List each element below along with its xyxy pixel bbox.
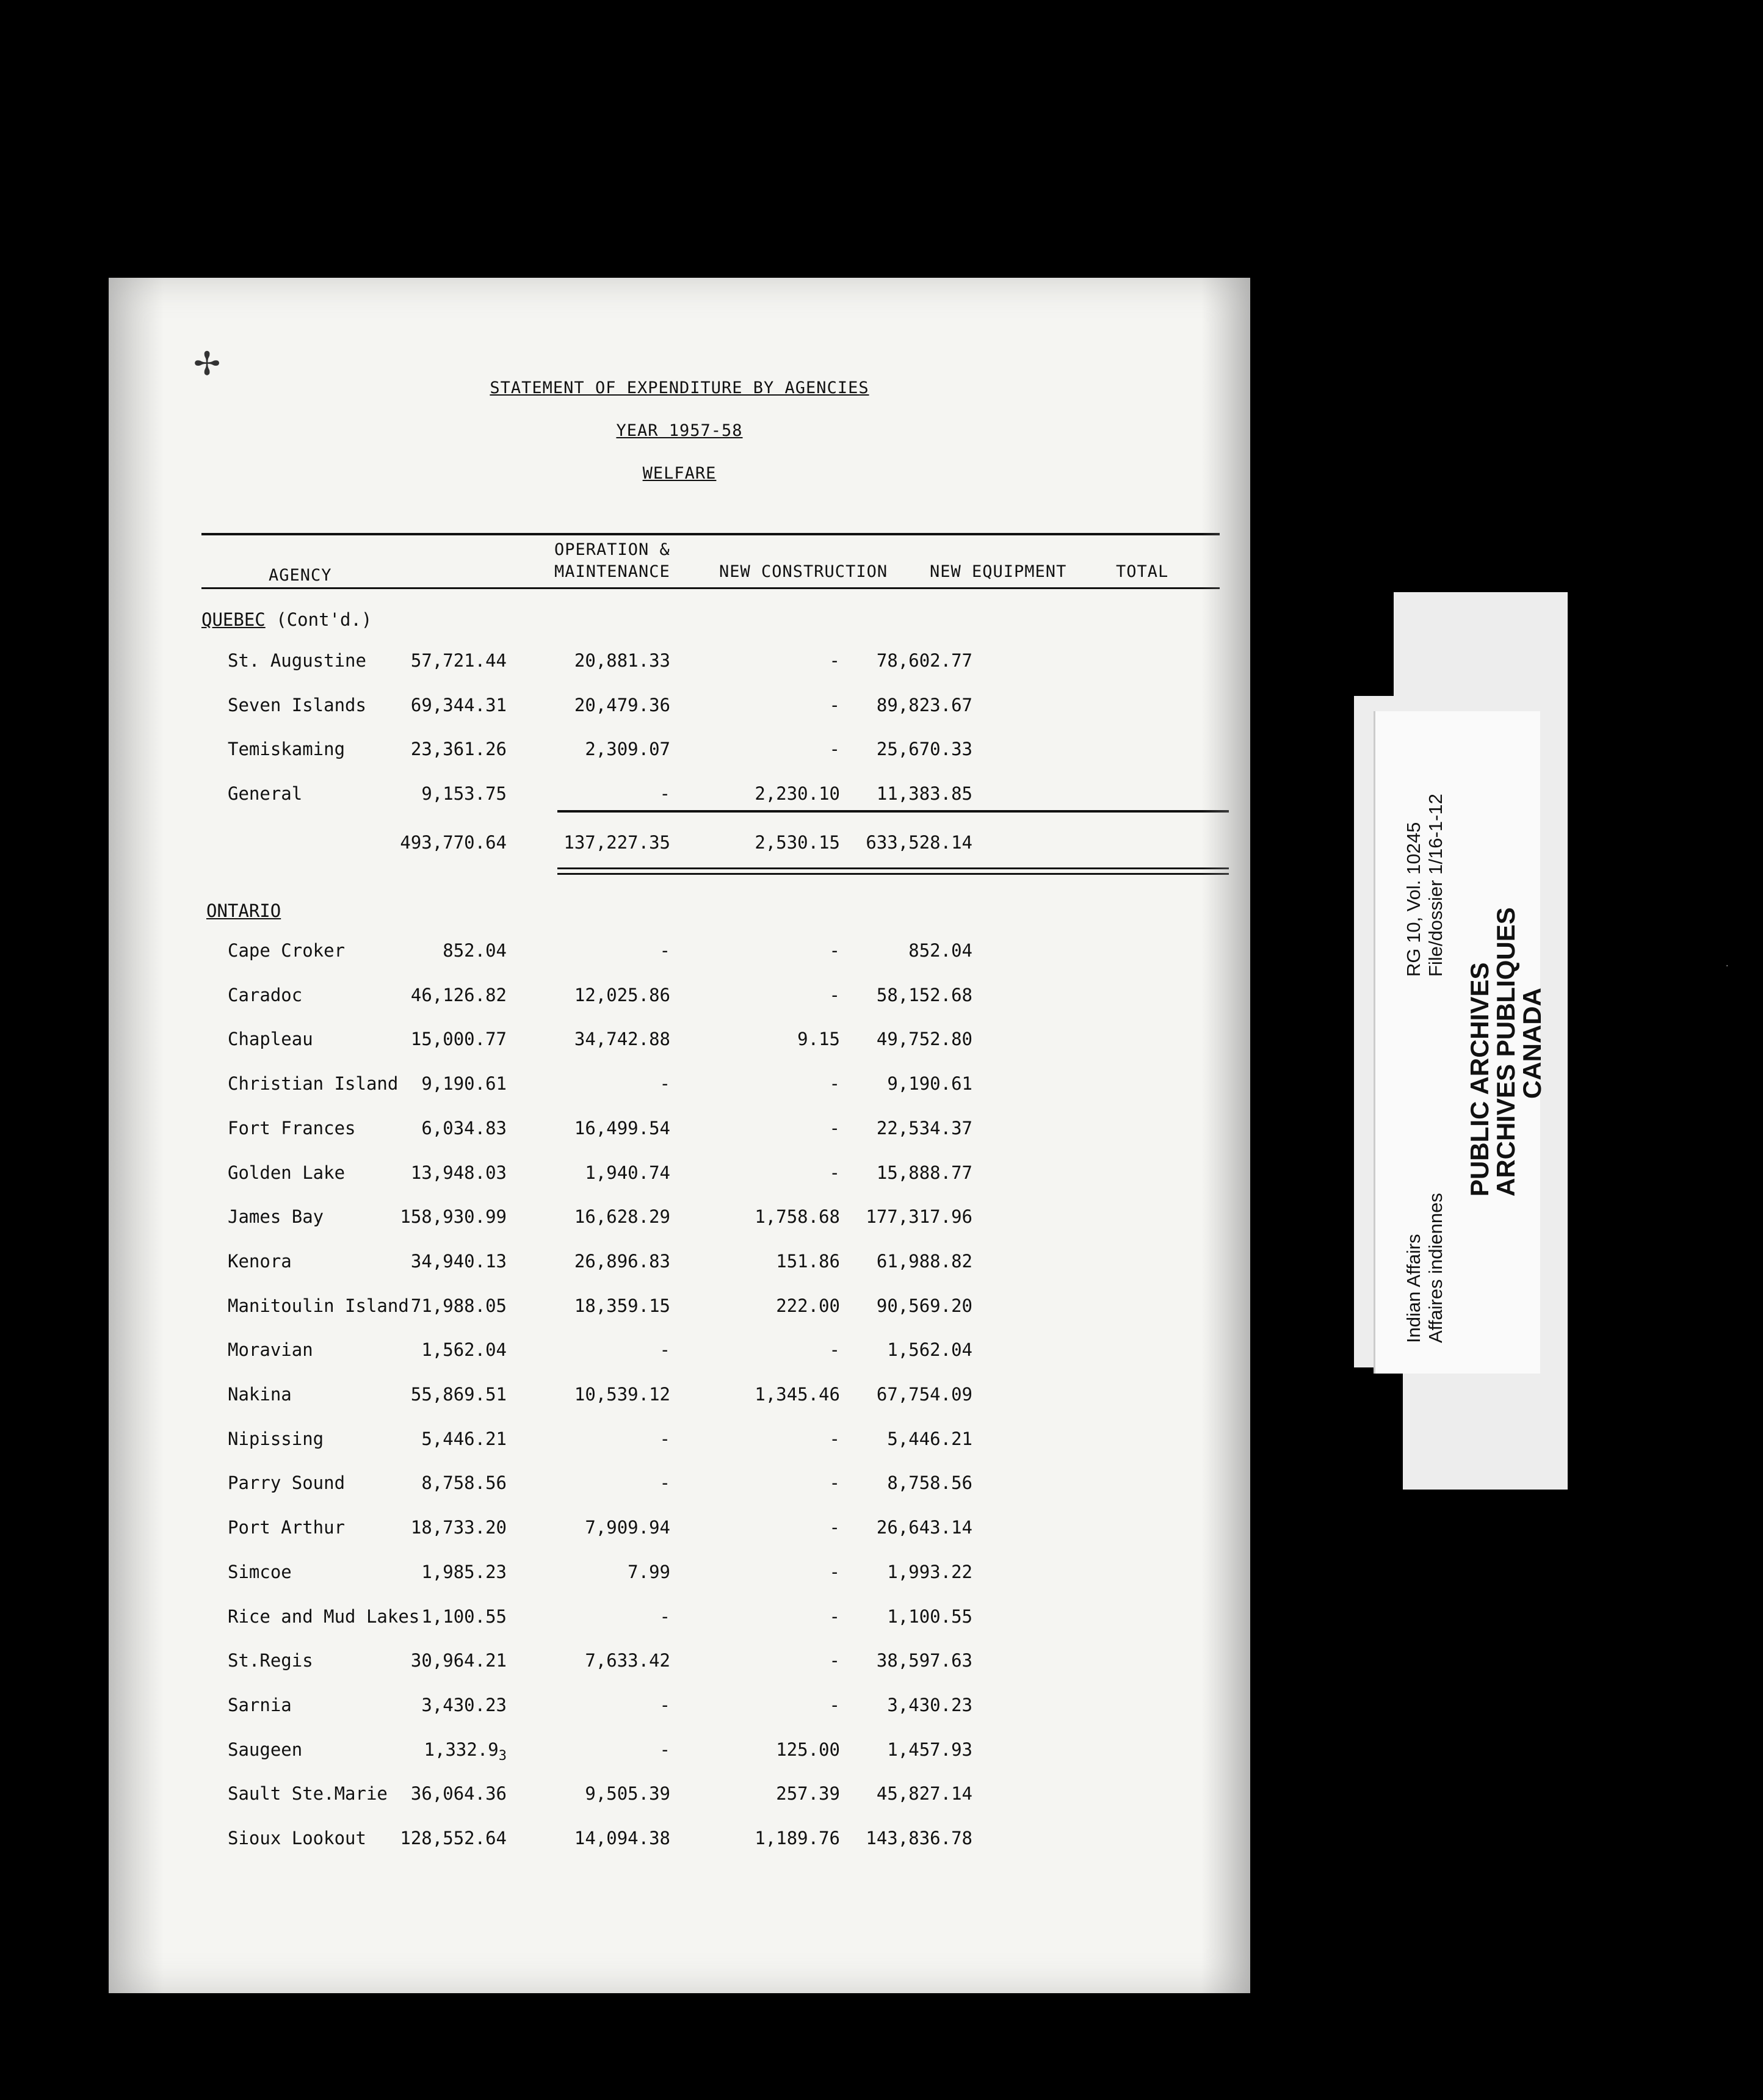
table-row <box>109 1384 1250 1414</box>
agency-cell: Golden Lake <box>228 1162 346 1183</box>
archive-card-notch-bottom <box>1354 1367 1403 1490</box>
new-construction-cell: - <box>659 1073 670 1095</box>
agency-cell: Seven Islands <box>228 694 366 715</box>
new-equipment-cell: 9.15 <box>797 1029 840 1050</box>
new-equipment-cell: - <box>829 1517 840 1538</box>
archive-department-fr: Affaires indiennes <box>1425 1193 1446 1343</box>
agency-cell: Rice and Mud Lakes <box>228 1606 420 1627</box>
operation-maintenance-cell: 69,344.31 <box>410 694 507 715</box>
archive-department-en: Indian Affairs <box>1403 1234 1424 1343</box>
table-row <box>109 1783 1250 1814</box>
new-construction-cell: 20,881.33 <box>574 650 670 671</box>
total-cell: 3,430.23 <box>887 1694 972 1715</box>
archive-reference-line1: RG 10, Vol. 10245 <box>1403 822 1424 977</box>
new-construction-cell: - <box>659 1739 670 1760</box>
agency-cell: Moravian <box>228 1339 313 1361</box>
operation-maintenance-cell: $1,332.9_3$ <box>424 1739 507 1764</box>
subscript-digit: 3 <box>498 1748 507 1764</box>
agency-cell: Nipissing <box>228 1428 324 1449</box>
stray-mark: · <box>1725 961 1730 971</box>
new-construction-cell: 20,479.36 <box>574 694 670 715</box>
total-cell: 89,823.67 <box>876 694 972 715</box>
operation-maintenance-cell: 3,430.23 <box>421 1694 507 1715</box>
section-quebec-heading: QUEBEC (Cont'd.) <box>201 609 372 630</box>
table-row <box>109 1650 1250 1681</box>
new-construction-cell: - <box>659 1606 670 1627</box>
new-equipment-cell: - <box>829 984 840 1005</box>
subtotal-rule <box>557 810 1229 813</box>
new-equipment-cell: - <box>829 1073 840 1095</box>
new-construction-cell: - <box>659 1428 670 1449</box>
new-construction-cell: 16,628.29 <box>574 1206 670 1228</box>
agency-cell: James Bay <box>228 1206 324 1228</box>
table-row <box>109 783 1250 814</box>
total-cell: 67,754.09 <box>876 1384 972 1405</box>
table-row <box>109 1206 1250 1237</box>
agency-cell: Port Arthur <box>228 1517 346 1538</box>
new-equipment-cell: - <box>829 694 840 715</box>
new-equipment-cell: - <box>829 1650 840 1671</box>
new-construction-cell: - <box>659 783 670 804</box>
total-cell: 1,100.55 <box>887 1606 972 1627</box>
document-page <box>109 278 1250 1993</box>
total-cell: 78,602.77 <box>876 650 972 671</box>
new-equipment-cell: - <box>829 940 840 961</box>
new-construction-cell: 7.99 <box>628 1561 670 1582</box>
new-equipment-cell: - <box>829 1339 840 1361</box>
quebec-total-row: 493,770.64 137,227.35 2,530.15 633,528.14 <box>400 832 972 853</box>
table-row <box>109 1695 1250 1725</box>
table-row <box>109 1562 1250 1592</box>
new-construction-cell: 34,742.88 <box>574 1029 670 1050</box>
new-equipment-cell: 125.00 <box>776 1739 840 1760</box>
new-equipment-cell: - <box>829 1561 840 1582</box>
table-row <box>109 1739 1250 1770</box>
new-construction-cell: - <box>659 1472 670 1494</box>
new-equipment-cell: - <box>829 1694 840 1715</box>
agency-cell: Saugeen <box>228 1739 303 1760</box>
operation-maintenance-cell: 128,552.64 <box>400 1828 507 1848</box>
new-equipment-cell: 1,345.46 <box>755 1384 840 1405</box>
new-equipment-cell: - <box>829 1472 840 1494</box>
operation-maintenance-cell: 9,153.75 <box>421 783 507 804</box>
table-row <box>109 1029 1250 1059</box>
agency-cell: Parry Sound <box>228 1472 346 1494</box>
document-title: STATEMENT OF EXPENDITURE BY AGENCIES <box>490 378 869 397</box>
document-category: WELFARE <box>642 464 717 483</box>
column-header-total: TOTAL <box>1116 562 1169 581</box>
new-equipment-cell: 222.00 <box>776 1295 840 1316</box>
total-cell: 38,597.63 <box>876 1650 972 1671</box>
new-construction-cell: - <box>659 940 670 961</box>
total-cell: 11,383.85 <box>876 783 972 804</box>
new-equipment-cell: - <box>829 1162 840 1183</box>
agency-cell: Cape Croker <box>228 940 346 961</box>
agency-cell: Chapleau <box>228 1029 313 1050</box>
agency-cell: General <box>228 783 303 804</box>
new-construction-cell: 14,094.38 <box>574 1828 670 1848</box>
column-header-agency: AGENCY <box>269 566 332 585</box>
total-cell: 90,569.20 <box>876 1295 972 1316</box>
agency-cell: Sarnia <box>228 1694 292 1715</box>
table-row <box>109 1162 1250 1193</box>
staple-mark: ✢ <box>194 335 220 385</box>
total-cell: 8,758.56 <box>887 1472 972 1494</box>
new-equipment-cell: 257.39 <box>776 1783 840 1805</box>
new-equipment-cell: 151.86 <box>776 1250 840 1272</box>
new-construction-cell: 1,940.74 <box>585 1162 670 1183</box>
table-row <box>109 1073 1250 1104</box>
agency-cell: Fort Frances <box>228 1117 356 1139</box>
operation-maintenance-cell: 1,100.55 <box>421 1606 507 1627</box>
archive-name-en: PUBLIC ARCHIVES <box>1465 962 1494 1197</box>
new-equipment-cell: - <box>829 650 840 671</box>
archive-reference-line2: File/dossier 1/16-1-12 <box>1425 794 1446 977</box>
agency-cell: Sault Ste.Marie <box>228 1783 388 1805</box>
total-cell: 177,317.96 <box>866 1206 972 1228</box>
total-cell: 1,993.22 <box>887 1561 972 1582</box>
column-header-new-construction: NEW CONSTRUCTION <box>719 562 888 581</box>
operation-maintenance-cell: 158,930.99 <box>400 1206 507 1228</box>
operation-maintenance-cell: 1,985.23 <box>421 1561 507 1582</box>
operation-maintenance-cell: 13,948.03 <box>410 1162 507 1183</box>
agency-cell: Manitoulin Island <box>228 1295 409 1316</box>
operation-maintenance-cell: 36,064.36 <box>410 1783 507 1805</box>
table-row <box>109 1118 1250 1148</box>
table-row <box>109 1251 1250 1281</box>
new-construction-cell: 26,896.83 <box>574 1250 670 1272</box>
total-cell: 26,643.14 <box>876 1517 972 1538</box>
table-row <box>109 940 1250 971</box>
agency-cell: St. Augustine <box>228 650 366 671</box>
table-row <box>109 1428 1250 1459</box>
total-cell: 45,827.14 <box>876 1783 972 1805</box>
operation-maintenance-cell: 55,869.51 <box>410 1384 507 1405</box>
header-bottom-rule <box>201 587 1220 589</box>
agency-cell: Temiskaming <box>228 739 346 759</box>
table-row <box>109 1339 1250 1370</box>
total-cell: 25,670.33 <box>876 739 972 759</box>
new-construction-cell: 12,025.86 <box>574 984 670 1005</box>
total-double-rule-1 <box>557 867 1229 869</box>
table-row <box>109 1517 1250 1548</box>
agency-cell: Christian Island <box>228 1073 399 1095</box>
table-row <box>109 1828 1250 1858</box>
total-cell: 143,836.78 <box>866 1828 972 1848</box>
agency-cell: Kenora <box>228 1250 292 1272</box>
operation-maintenance-cell: 30,964.21 <box>410 1650 507 1671</box>
total-cell: 9,190.61 <box>887 1073 972 1095</box>
total-cell: 5,446.21 <box>887 1428 972 1449</box>
total-cell: 22,534.37 <box>876 1117 972 1139</box>
new-construction-cell: 9,505.39 <box>585 1783 670 1805</box>
operation-maintenance-cell: 852.04 <box>443 940 507 961</box>
operation-maintenance-cell: 34,940.13 <box>410 1250 507 1272</box>
new-construction-cell: 10,539.12 <box>574 1384 670 1405</box>
new-construction-cell: - <box>659 1339 670 1361</box>
column-header-om: OPERATION & MAINTENANCE <box>554 540 670 581</box>
total-cell: 58,152.68 <box>876 984 972 1005</box>
operation-maintenance-cell: 9,190.61 <box>421 1073 507 1095</box>
total-cell: 61,988.82 <box>876 1250 972 1272</box>
agency-cell: Sioux Lookout <box>228 1828 366 1848</box>
new-construction-cell: 18,359.15 <box>574 1295 670 1316</box>
table-row <box>109 985 1250 1015</box>
new-construction-cell: 7,633.42 <box>585 1650 670 1671</box>
operation-maintenance-cell: 23,361.26 <box>410 739 507 759</box>
new-equipment-cell: 1,758.68 <box>755 1206 840 1228</box>
table-row <box>109 1606 1250 1637</box>
table-row <box>109 695 1250 725</box>
operation-maintenance-cell: 6,034.83 <box>421 1117 507 1139</box>
table-row <box>109 739 1250 769</box>
operation-maintenance-cell: 1,562.04 <box>421 1339 507 1361</box>
new-equipment-cell: 1,189.76 <box>755 1828 840 1848</box>
agency-cell: St.Regis <box>228 1650 313 1671</box>
archive-name-fr: ARCHIVES PUBLIQUES <box>1491 907 1520 1197</box>
new-construction-cell: 16,499.54 <box>574 1117 670 1139</box>
new-construction-cell: 7,909.94 <box>585 1517 670 1538</box>
total-cell: 15,888.77 <box>876 1162 972 1183</box>
archive-card-notch-top <box>1354 592 1394 696</box>
table-row <box>109 650 1250 681</box>
table-row <box>109 1472 1250 1503</box>
section-ontario-heading: ONTARIO <box>206 900 281 921</box>
operation-maintenance-cell: 18,733.20 <box>410 1517 507 1538</box>
agency-cell: Caradoc <box>228 984 303 1005</box>
new-construction-cell: - <box>659 1694 670 1715</box>
new-equipment-cell: 2,230.10 <box>755 783 840 804</box>
operation-maintenance-cell: 15,000.77 <box>410 1029 507 1050</box>
operation-maintenance-cell: 57,721.44 <box>410 650 507 671</box>
operation-maintenance-cell: 5,446.21 <box>421 1428 507 1449</box>
new-equipment-cell: - <box>829 1428 840 1449</box>
column-header-new-equipment: NEW EQUIPMENT <box>930 562 1067 581</box>
new-equipment-cell: - <box>829 1117 840 1139</box>
total-cell: 49,752.80 <box>876 1029 972 1050</box>
agency-cell: Simcoe <box>228 1561 292 1582</box>
table-row <box>109 1295 1250 1326</box>
total-double-rule-2 <box>557 873 1229 875</box>
total-cell: 1,562.04 <box>887 1339 972 1361</box>
operation-maintenance-cell: 46,126.82 <box>410 984 507 1005</box>
operation-maintenance-cell: 71,988.05 <box>410 1295 507 1316</box>
new-construction-cell: 2,309.07 <box>585 739 670 759</box>
new-equipment-cell: - <box>829 739 840 759</box>
total-cell: 852.04 <box>908 940 972 961</box>
agency-cell: Nakina <box>228 1384 292 1405</box>
archive-country: CANADA <box>1518 988 1546 1099</box>
total-cell: 1,457.93 <box>887 1739 972 1760</box>
document-year: YEAR 1957-58 <box>616 421 743 440</box>
operation-maintenance-cell: 8,758.56 <box>421 1472 507 1494</box>
header-top-rule <box>201 533 1220 535</box>
new-equipment-cell: - <box>829 1606 840 1627</box>
